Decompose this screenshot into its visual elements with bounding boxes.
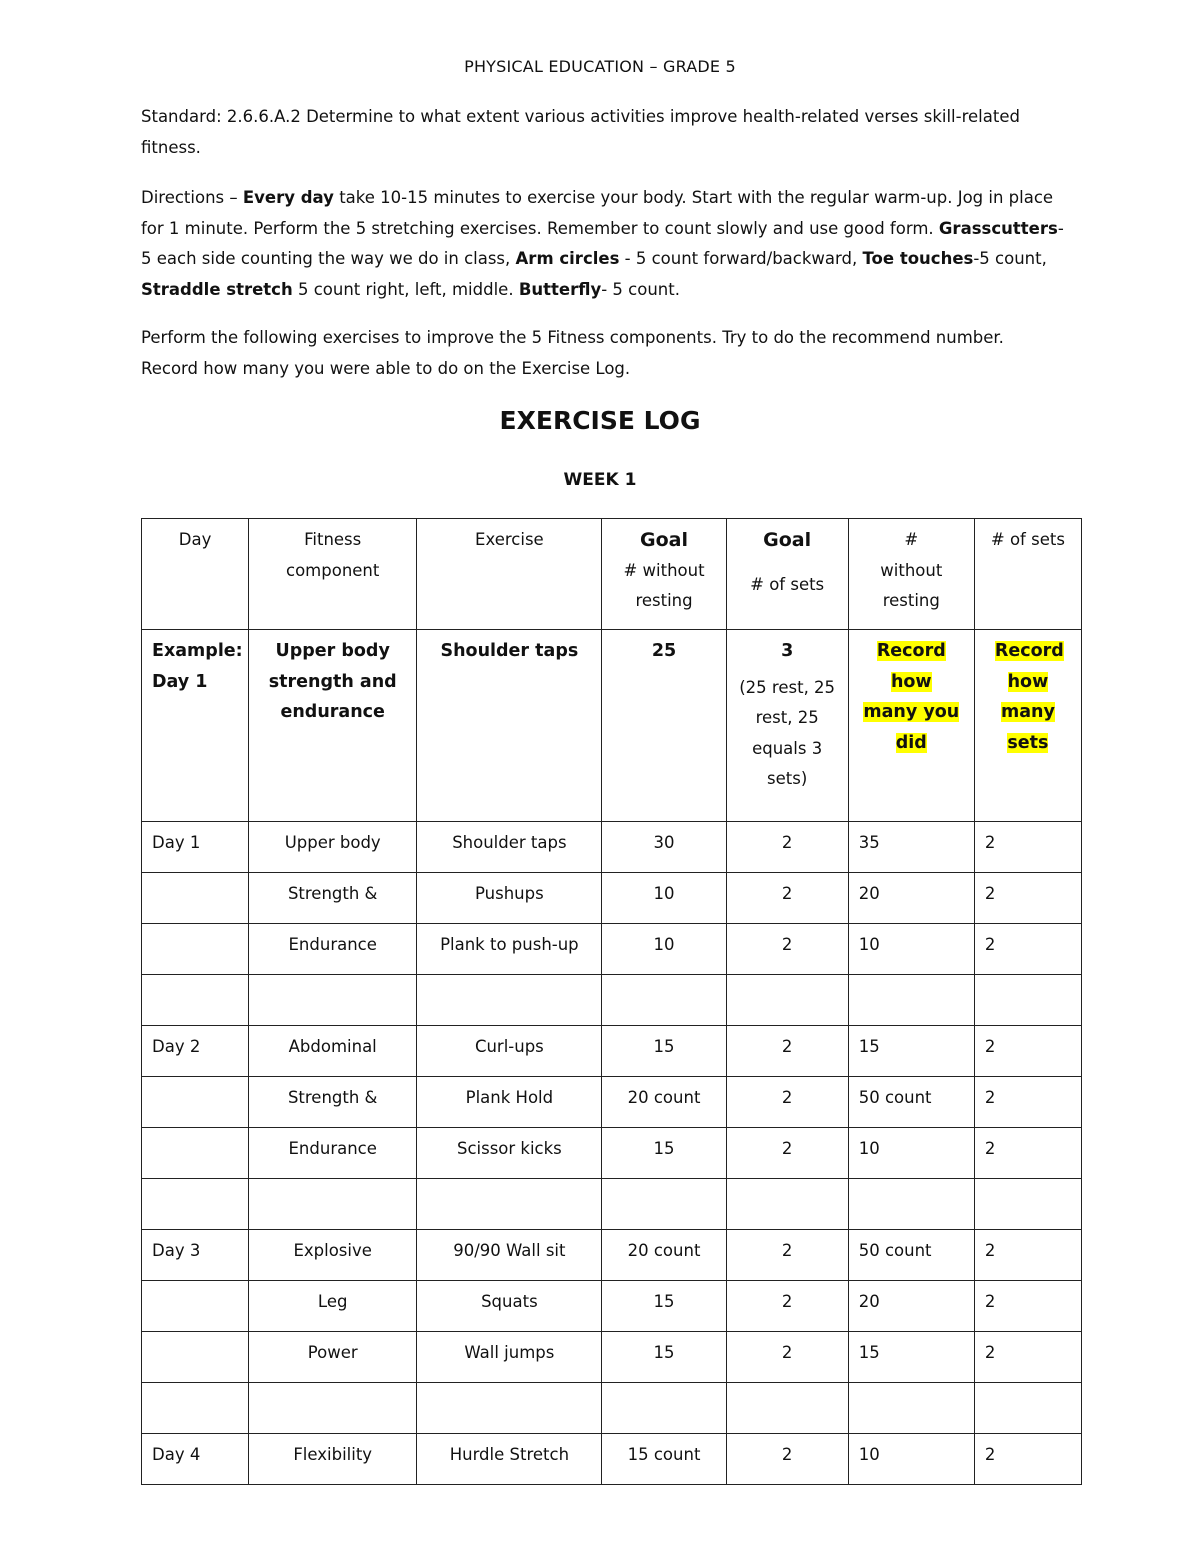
row-day: Day 3 [142,1230,249,1281]
row-without-resting: 10 [848,1434,974,1485]
row-without-resting [848,1383,974,1434]
example-without-wrap [861,636,961,758]
table-row [142,1281,1082,1332]
arm-circles-term: Arm circles [515,249,620,268]
row-goal-sets: 2 [726,1332,848,1383]
table-row [142,1026,1082,1077]
row-sets: 2 [974,1128,1081,1179]
example-goal-sets: 3 [781,641,794,661]
table-row [142,1332,1082,1383]
row-without-resting: 20 [848,873,974,924]
row-sets: 2 [974,924,1081,975]
row-day: Day 4 [142,1434,249,1485]
directions-text-5: 5 count right, left, middle. [292,279,519,299]
header-goal-sets [726,519,848,630]
example-component: Upper body strength and endurance [249,630,417,822]
table-row [142,975,1082,1026]
table-row [142,1230,1082,1281]
row-sets: 2 [974,1230,1081,1281]
row-component [249,975,417,1026]
every-day-emphasis: Every day [242,188,334,207]
row-exercise: Shoulder taps [417,822,602,873]
table-header-row [142,519,1082,630]
row-exercise [417,1179,602,1230]
row-goal: 10 [602,924,726,975]
header-goal-sets-title: Goal [763,529,812,551]
row-without-resting: 15 [848,1026,974,1077]
example-goal: 25 [602,630,726,822]
example-goal-sets-cell [726,630,848,822]
row-without-resting: 10 [848,1128,974,1179]
row-sets [974,1179,1081,1230]
row-component: Endurance [249,924,417,975]
row-component [249,1179,417,1230]
row-goal-sets: 2 [726,1281,848,1332]
row-sets [974,1383,1081,1434]
table-row [142,873,1082,924]
row-sets: 2 [974,1434,1081,1485]
row-component [249,1383,417,1434]
row-day [142,1179,249,1230]
row-goal-sets: 2 [726,1434,848,1485]
header-exercise: Exercise [417,519,602,630]
row-goal [602,1383,726,1434]
row-component: Flexibility [249,1434,417,1485]
instructions-text: Perform the following exercises to improve the 5 Fitness components. Try to do the recommend number. Record how many you were able to do on the Exercise Log. [141,328,1004,378]
row-component: Power [249,1332,417,1383]
row-goal: 15 [602,1026,726,1077]
row-component: Endurance [249,1128,417,1179]
row-exercise: Scissor kicks [417,1128,602,1179]
row-sets: 2 [974,822,1081,873]
row-goal [602,1179,726,1230]
row-without-resting: 50 count [848,1230,974,1281]
row-component: Upper body [249,822,417,873]
row-goal-sets: 2 [726,924,848,975]
row-sets: 2 [974,1077,1081,1128]
row-goal: 30 [602,822,726,873]
row-sets [974,975,1081,1026]
row-sets: 2 [974,1281,1081,1332]
row-sets: 2 [974,1026,1081,1077]
row-goal: 20 count [602,1077,726,1128]
directions-text-1: take 10-15 minutes to exercise your body. Start with the regular warm-up. Jog in place for 1 minute. Perform the 5 stretching exercises. Remember to count slowly and use good form. [141,188,1054,238]
row-goal-sets: 2 [726,1128,848,1179]
example-exercise: Shoulder taps [417,630,602,822]
row-without-resting [848,1179,974,1230]
row-exercise: Squats [417,1281,602,1332]
row-exercise: 90/90 Wall sit [417,1230,602,1281]
row-without-resting: 35 [848,822,974,873]
row-goal-sets: 2 [726,1230,848,1281]
row-component: Abdominal [249,1026,417,1077]
row-exercise: Wall jumps [417,1332,602,1383]
row-exercise: Plank Hold [417,1077,602,1128]
row-day [142,1383,249,1434]
example-without-note: Record how many you did [863,641,960,753]
table-row [142,1128,1082,1179]
row-goal: 10 [602,873,726,924]
row-goal [602,975,726,1026]
table-row [142,1383,1082,1434]
table-row [142,822,1082,873]
example-sets-note: Record how many sets [994,641,1064,753]
row-component: Explosive [249,1230,417,1281]
row-goal: 20 count [602,1230,726,1281]
row-exercise [417,975,602,1026]
directions-text [141,183,1066,305]
directions-label: Directions – [141,188,243,207]
row-goal: 15 count [602,1434,726,1485]
row-day: Day 1 [142,822,249,873]
row-day [142,1281,249,1332]
straddle-stretch-term: Straddle stretch [141,279,293,299]
header-component: Fitness component [249,519,417,630]
row-goal: 15 [602,1332,726,1383]
row-sets: 2 [974,1332,1081,1383]
row-goal-sets [726,1383,848,1434]
row-sets: 2 [974,873,1081,924]
row-without-resting: 50 count [848,1077,974,1128]
row-goal: 15 [602,1281,726,1332]
butterfly-term: Butterfly [518,279,602,299]
row-goal-sets [726,975,848,1026]
example-row [142,630,1082,822]
row-component: Leg [249,1281,417,1332]
row-without-resting: 10 [848,924,974,975]
header-goal-title: Goal [640,529,689,551]
exercise-log-table [141,518,1082,1485]
example-without-cell [848,630,974,822]
toe-touches-term: Toe touches [862,249,974,268]
page-title: PHYSICAL EDUCATION – GRADE 5 [464,57,736,76]
header-goal-sub: # without resting [623,560,705,610]
row-day [142,1077,249,1128]
row-without-resting: 20 [848,1281,974,1332]
row-exercise: Curl-ups [417,1026,602,1077]
row-exercise: Pushups [417,873,602,924]
header-sets: # of sets [974,519,1081,630]
row-goal: 15 [602,1128,726,1179]
standard-text: Standard: 2.6.6.A.2 Determine to what extent various activities improve health-related verses skill-related fitness. [141,107,1020,157]
table-row [142,1077,1082,1128]
directions-text-4: -5 count, [973,249,1047,268]
example-sets-wrap [994,636,1064,758]
header-goal-reps [602,519,726,630]
row-day [142,873,249,924]
row-day [142,924,249,975]
row-without-resting [848,975,974,1026]
row-goal-sets: 2 [726,873,848,924]
row-day [142,1332,249,1383]
header-without-resting [848,519,974,630]
example-sets-cell [974,630,1081,822]
directions-text-3: - 5 count forward/backward, [619,249,863,268]
row-exercise: Plank to push-up [417,924,602,975]
row-component: Strength & [249,873,417,924]
table-row [142,924,1082,975]
grasscutters-term: Grasscutters [938,218,1058,238]
week-label: WEEK 1 [563,470,637,490]
table-row [142,1179,1082,1230]
row-day: Day 2 [142,1026,249,1077]
row-goal-sets: 2 [726,1077,848,1128]
header-day: Day [142,519,249,630]
log-title: EXERCISE LOG [499,406,701,435]
row-day [142,1128,249,1179]
row-exercise [417,1383,602,1434]
row-goal-sets [726,1179,848,1230]
row-component: Strength & [249,1077,417,1128]
table-row [142,1434,1082,1485]
row-without-resting: 15 [848,1332,974,1383]
directions-text-2: - 5 each side counting the way we do in class, [141,218,1064,268]
header-goal-sets-sub: # of sets [750,574,825,594]
row-goal-sets: 2 [726,822,848,873]
directions-text-6: - 5 count. [601,279,680,299]
row-goal-sets: 2 [726,1026,848,1077]
example-goal-sets-note: (25 rest, 25 rest, 25 equals 3 sets) [739,677,836,788]
header-without-resting-text: # without resting [880,530,943,610]
row-exercise: Hurdle Stretch [417,1434,602,1485]
example-day: Example: Day 1 [142,630,249,822]
row-day [142,975,249,1026]
